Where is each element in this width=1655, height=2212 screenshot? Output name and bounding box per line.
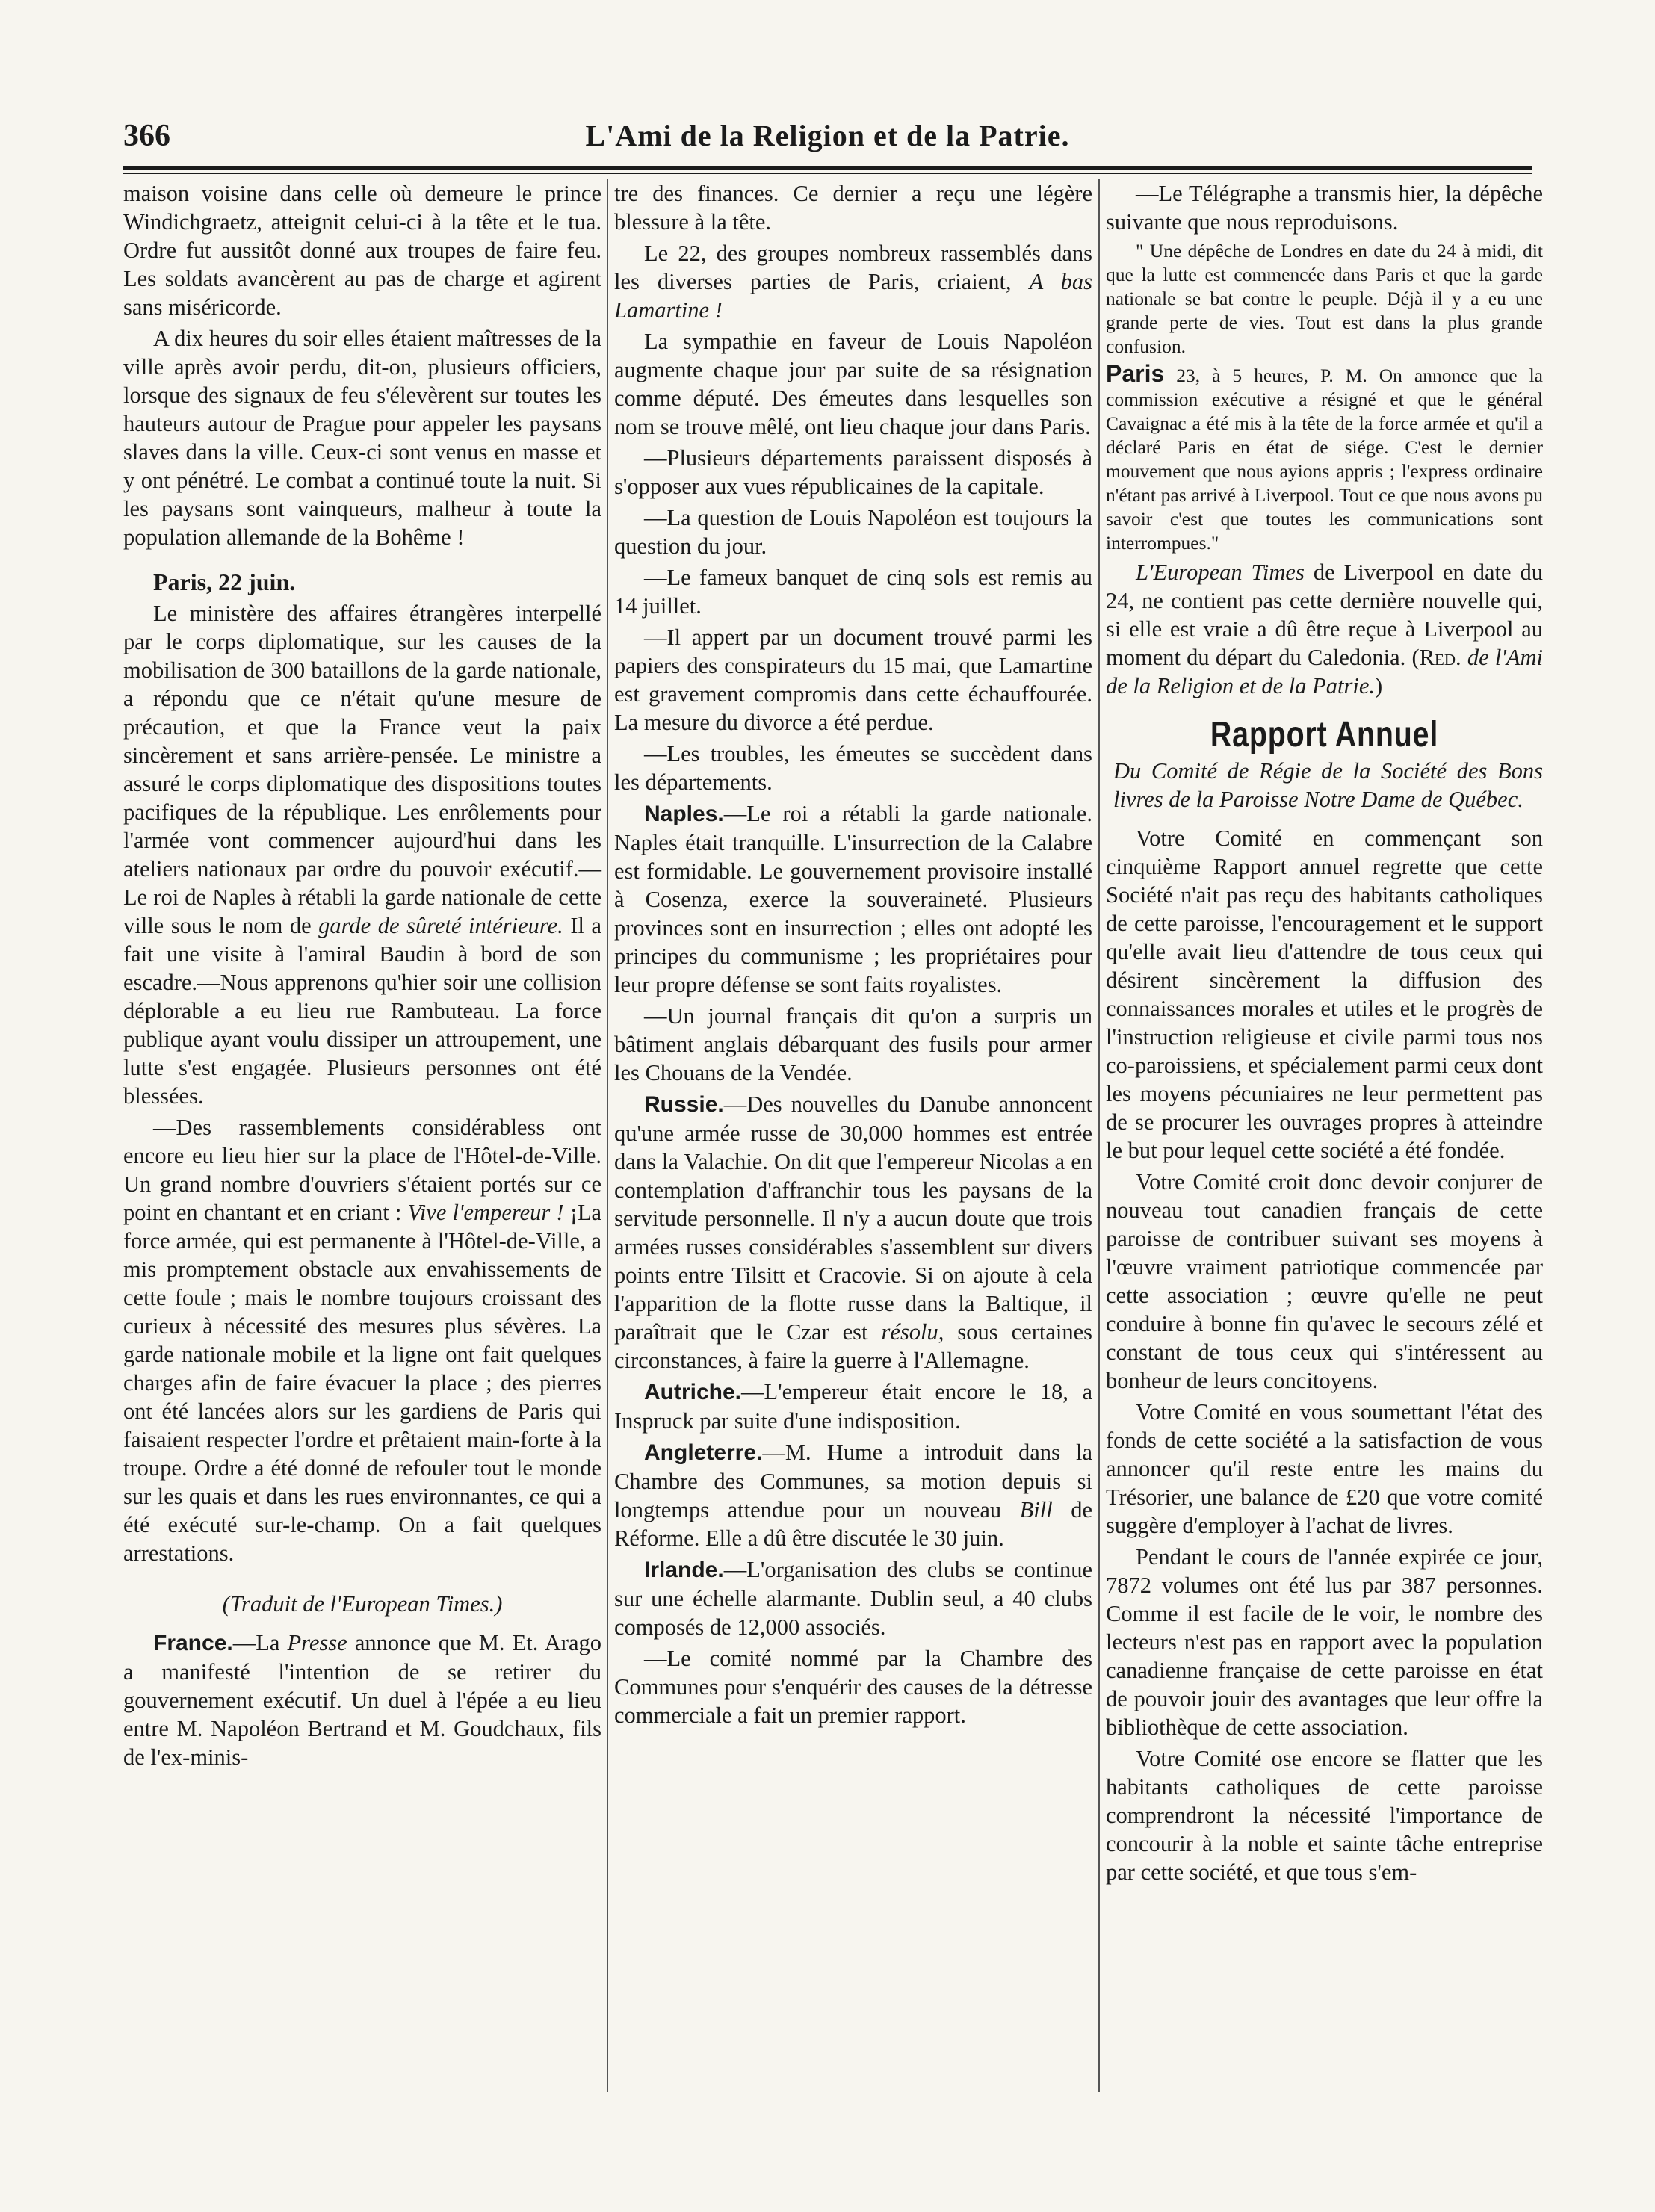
source-credit: (Traduit de l'European Times.) xyxy=(222,1591,503,1617)
paragraph: Votre Comité ose encore se flatter que les habitants catholiques de cette paroisse comprendront la nécessité l'importance de concourir à la noble et sainte tâche entreprise par cette société, et que tous s'em- xyxy=(1106,1746,1543,1885)
paragraph: Russie.—Des nouvelles du Danube annoncent qu'une armée russe de 30,000 hommes est entrée dans la Valachie. On dit que l'empereur Nicolas a en contemplation d'affranchir tous les paysans de la servitude personnelle. Il n'y a aucun doute que trois armées russes considérables s'assemblent sur divers points entre Tilsitt et Cracovie. Si on ajoute à cela l'apparition de la flotte russe dans la Baltique, il paraîtrait que le Czar est résolu, sous certaines circonstances, à faire la guerre à l'Allemagne. xyxy=(614,1091,1093,1373)
city-heading: Paris xyxy=(1106,360,1165,387)
country-heading: Irlande. xyxy=(644,1558,724,1582)
paragraph: Le 22, des groupes nombreux rassemblés dans les diverses parties de Paris, criaient, A bas Lamartine ! xyxy=(614,241,1093,323)
paragraph: maison voisine dans celle où demeure le prince Windichgraetz, atteignit celui-ci à la tête et le tua. Ordre fut aussitôt donné aux troupes de faire feu. Les soldats avancèrent au pas de charge et agirent sans miséricorde. xyxy=(123,181,601,320)
country-heading: Russie. xyxy=(644,1092,724,1117)
country-heading: Autriche. xyxy=(644,1380,742,1404)
paragraph: Irlande.—L'organisation des clubs se continue sur une échelle alarmante. Dublin seul, a 40 clubs composés de 12,000 associés. xyxy=(614,1557,1092,1640)
paragraph: Naples.—Le roi a rétabli la garde nationale. Naples était tranquille. L'insurrection de la Calabre est formidable. Le gouvernement provisoire installé à Cosenza, exerce la souveraineté. Plusieurs provinces sont en insurrection ; elles ont adopté les principes du communisme ; les propriétaires pour leur propre défense se sont faits royalistes. xyxy=(614,801,1092,997)
paragraph: Autriche.—L'empereur était encore le 18, a Inspruck par suite d'une indisposition. xyxy=(614,1379,1092,1434)
paragraph: A dix heures du soir elles étaient maîtresses de la ville après avoir perdu, dit-on, plusieurs officiers, lorsque des signaux de feu s'élevèrent sur toutes les hauteurs autour de Prague pour appeler les paysans slaves dans la ville. Ceux-ci sont venus en masse et y ont pénétré. Le combat a continué toute la nuit. Si les paysans sont vainqueurs, malheur à toute la population allemande de la Bohême ! xyxy=(123,326,601,550)
paragraph: —La question de Louis Napoléon est toujours la question du jour. xyxy=(614,505,1092,559)
column-3 xyxy=(1106,179,1543,1889)
telegraph-quote: Paris 23, à 5 heures, P. M. On annonce que la commission exécutive a résigné et que le général Cavaignac a été mis à la tête de la force armée et qu'il a déclaré Paris en état de siége. C'est le dernier mouvement que nous ayions appris ; l'express ordinaire n'étant pas arrivé à Liverpool. Tout ce que nous avons pu savoir c'est que toutes les communications sont interrompues." xyxy=(1106,360,1544,554)
section-subtitle: Du Comité de Régie de la Société des Bons livres de la Paroisse Notre Dame de Québec. xyxy=(1113,758,1543,812)
column-2 xyxy=(614,179,1092,1732)
country-heading: Naples. xyxy=(644,802,724,826)
column-divider xyxy=(1098,179,1100,2092)
paragraph: La sympathie en faveur de Louis Napoléon augmente chaque jour par suite de sa résignation comme député. Des émeutes dans lesquelles son nom se trouve mêlé, ont lieu chaque jour dans Paris. xyxy=(614,329,1092,439)
paragraph: Votre Comité en commençant son cinquième Rapport annuel regrette que cette Société n'ait pas reçu des habitants catholiques de cette paroisse, l'encouragement et le support qu'elle avait lieu d'attendre de tous ceux qui désirent sincèrement la diffusion des connaissances morales et utiles et le progrès de l'instruction religieuse et civile parmi tous nos co-paroissiens, et spécialement parmi ceux dont les moyens pécuniaires ne leur permettent pas de se procurer les ouvrages propres à atteindre le but pour lequel cette société a été fondée. xyxy=(1106,825,1543,1163)
paragraph: —Le fameux banquet de cinq sols est remis au 14 juillet. xyxy=(614,565,1092,619)
paragraph: Angleterre.—M. Hume a introduit dans la Chambre des Communes, sa motion depuis si longtemps attendue pour un nouveau Bill de Réforme. Elle a dû être discutée le 30 juin. xyxy=(614,1440,1093,1551)
paragraph: Le ministère des affaires étrangères interpellé par le corps diplomatique, sur les causes de la mobilisation de 300 bataillons de la garde nationale, a répondu que ce n'était qu'une mesure de précaution, et que la France veut la paix sincèrement et sans arrière-pensée. Le ministre a assuré le corps diplomatique des dispositions toutes pacifiques de la république. Les enrôlements pour l'armée vont commencer aujourd'hui dans les ateliers nationaux par ordre du pouvoir exécutif.—Le roi de Naples à rétabli la garde nationale de cette ville sous le nom de garde de sûreté intérieure. Il a fait une visite à l'amiral Baudin à bord de son escadre.—Nous apprenons qu'hier soir une collision déplorable a eu lieu rue Rambuteau. La force publique ayant voulu dissiper un attroupement, une lutte s'est engagée. Plusieurs personnes ont été blessées. xyxy=(123,601,602,1109)
paragraph: —Un journal français dit qu'on a surpris un bâtiment anglais débarquant des fusils pour armer les Chouans de la Vendée. xyxy=(614,1003,1092,1085)
header-rule-thin xyxy=(123,173,1532,174)
running-title: L'Ami de la Religion et de la Patrie. xyxy=(585,119,1070,152)
country-heading: France. xyxy=(153,1631,233,1655)
paragraph: tre des finances. Ce dernier a reçu une légère blessure à la tête. xyxy=(614,181,1092,235)
section-title: Rapport Annuel xyxy=(1210,715,1439,755)
telegraph-quote: " Une dépêche de Londres en date du 24 à midi, dit que la lutte est commencée dans Paris et que la garde nationale se bat contre le peuple. Déjà il y a eu une grande perte de vies. Tout est dans la plus grande confusion. xyxy=(1106,240,1543,357)
paragraph: —Le Télégraphe a transmis hier, la dépêche suivante que nous reproduisons. xyxy=(1106,181,1543,235)
paragraph: L'European Times de Liverpool en date du 24, ne contient pas cette dernière nouvelle qui, si elle est vraie a dû être reçue à Liverpool au moment du départ du Caledonia. (Red. de l'Ami de la Religion et de la Patrie.) xyxy=(1106,560,1544,698)
paragraph: —Plusieurs départements paraissent disposés à s'opposer aux vues républicaines de la capitale. xyxy=(614,445,1092,499)
paragraph: Votre Comité croit donc devoir conjurer de nouveau tout canadien français de cette paroisse de contribuer suivant ses moyens à l'œuvre vraiment patriotique commencée par cette association ; œuvre qu'elle ne peut conduire à bonne fin qu'avec le secours zélé et constant de tous ceux qui s'intéressent au bonheur de leurs concitoyens. xyxy=(1106,1169,1543,1393)
column-1 xyxy=(123,179,601,1774)
running-header xyxy=(123,112,1532,164)
column-divider xyxy=(607,179,608,2092)
dateline: Paris, 22 juin. xyxy=(153,569,296,595)
paragraph: —Des rassemblements considérabless ont encore eu lieu hier sur la place de l'Hôtel-de-Ville. Un grand nombre d'ouvriers s'étaient portés sur ce point en chantant et en criant : Vive l'empereur ! ¡La force armée, qui est permanente à l'Hôtel-de-Ville, a mis promptement obstacle aux envahissements de cette foule ; mais le nombre toujours croissant des curieux à nécessité des mesures plus sévères. La garde nationale mobile et la ligne ont fait quelques charges afin de faire évacuer la place ; des pierres ont été lancées alors sur les gardiens de Paris qui faisaient respecter l'ordre et prêtaient main-forte à la troupe. Ordre a été donné de refouler tout le monde sur les quais et dans les rues environnantes, ce qui a été exécuté sur-le-champ. On a fait quelques arrestations. xyxy=(123,1115,602,1566)
paragraph: France.—La Presse annonce que M. Et. Arago a manifesté l'intention de se retirer du gouvernement exécutif. Un duel à l'épée a eu lieu entre M. Napoléon Bertrand et M. Goudchaux, fils de l'ex-minis- xyxy=(123,1630,601,1770)
country-heading: Angleterre. xyxy=(644,1440,763,1465)
paragraph: —Il appert par un document trouvé parmi les papiers des conspirateurs du 15 mai, que Lamartine est gravement compromis dans cette échauffourée. La mesure du divorce a été perdue. xyxy=(614,625,1092,735)
paragraph: Votre Comité en vous soumettant l'état des fonds de cette société a la satisfaction de vous annoncer qu'il reste entre les mains du Trésorier, une balance de £20 que votre comité suggère d'employer à l'achat de livres. xyxy=(1106,1399,1543,1538)
paragraph: —Le comité nommé par la Chambre des Communes pour s'enquérir des causes de la détresse commerciale a fait un premier rapport. xyxy=(614,1646,1092,1728)
paragraph: —Les troubles, les émeutes se succèdent dans les départements. xyxy=(614,741,1092,795)
header-rule xyxy=(123,166,1532,170)
paragraph: Pendant le cours de l'année expirée ce jour, 7872 volumes ont été lus par 387 personnes. Comme il est facile de le voir, le nombre des lecteurs n'est pas en rapport avec la population canadienne française de cette paroisse en état de pouvoir jouir des avantages que leur offre la bibliothèque de cette association. xyxy=(1106,1544,1543,1740)
page-number: 366 xyxy=(123,119,170,153)
